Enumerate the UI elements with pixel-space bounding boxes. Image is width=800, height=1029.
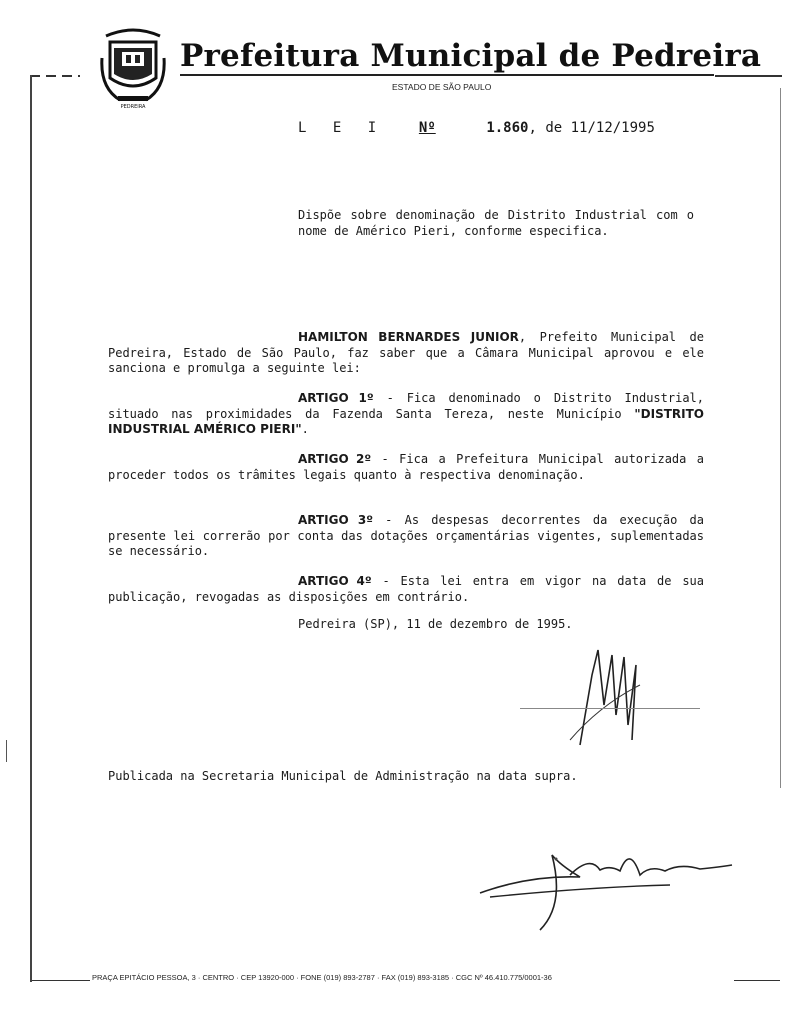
footer-rule-right — [734, 980, 780, 981]
article-1-tail: . — [301, 422, 309, 436]
municipality-title: Prefeitura Municipal de Pedreira — [180, 38, 762, 74]
article-2 — [108, 452, 704, 483]
law-summary: Dispõe sobre denominação de Distrito Industrial com o nome de Américo Pieri, conforme especifica. — [298, 208, 694, 238]
article-4-text: - Esta lei entra em vigor na data de sua publicação, revogadas as disposições em contrário. — [108, 574, 704, 604]
state-subtitle: ESTADO DE SÃO PAULO — [392, 82, 492, 92]
footer-address: PRAÇA EPITÁCIO PESSOA, 3 · CENTRO · CEP 13920-000 · FONE (019) 893-2787 · FAX (019) 893-3185 · CGC Nº 46.410.775/0001-36 — [92, 973, 552, 982]
frame-top-line — [30, 75, 782, 77]
preamble-text: , Prefeito Municipal de Pedreira, Estado de São Paulo, faz saber que a Câmara Municipal aprovou e ele sanciona e promulga a seguinte lei: — [108, 330, 705, 375]
article-1-text: - Fica denominado o Distrito Industrial, situado nas proximidades da Fazenda Santa Tereza, neste Município — [108, 391, 704, 421]
article-3-label: ARTIGO 3º — [298, 513, 373, 527]
law-number-label: Nº — [418, 120, 436, 136]
mayor-name: HAMILTON BERNARDES JUNIOR — [298, 330, 519, 344]
mayor-signature — [520, 645, 720, 755]
article-1-emphasis: "DISTRITO INDUSTRIAL AMÉRICO PIERI" — [108, 406, 704, 436]
article-3-text: - As despesas decorrentes da execução da presente lei correrão por conta das dotações orçamentárias vigentes, suplementadas se necessário. — [108, 513, 704, 558]
law-label: L E I — [298, 120, 386, 136]
signature-line — [520, 708, 700, 709]
article-4 — [108, 574, 704, 605]
article-1-label: ARTIGO 1º — [298, 391, 374, 405]
article-2-text: - Fica a Prefeitura Municipal autorizada a proceder todos os trâmites legais quanto à respectiva denominação. — [108, 452, 704, 482]
place-and-date: Pedreira (SP), 11 de dezembro de 1995. — [298, 617, 573, 631]
article-2-label: ARTIGO 2º — [298, 452, 372, 466]
frame-left-line — [30, 75, 32, 982]
scan-mark — [6, 740, 7, 762]
frame-right-line — [780, 88, 781, 788]
law-heading: L E I Nº 1.860, de 11/12/1995 — [298, 120, 655, 136]
article-1 — [108, 391, 704, 438]
law-date: de 11/12/1995 — [545, 120, 655, 136]
article-4-label: ARTIGO 4º — [298, 574, 372, 588]
secretary-signature — [470, 835, 740, 935]
footer-rule-left — [32, 980, 90, 981]
article-3 — [108, 513, 704, 560]
municipal-crest — [100, 28, 166, 110]
publication-note: Publicada na Secretaria Municipal de Administração na data supra. — [108, 769, 578, 783]
svg-text:PEDREIRA: PEDREIRA — [120, 104, 146, 110]
preamble-paragraph — [108, 330, 704, 377]
law-number: 1.860 — [486, 120, 529, 136]
